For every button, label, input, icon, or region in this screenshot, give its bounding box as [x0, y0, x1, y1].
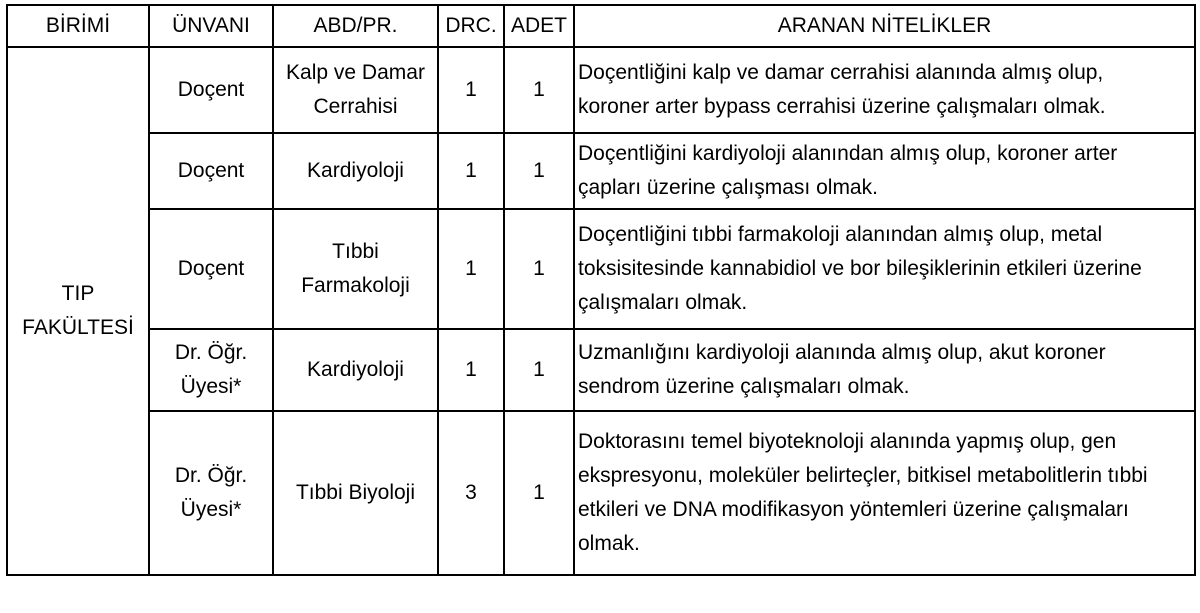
row-title: Dr. Öğr. Üyesi* [149, 411, 273, 575]
row-dept: Tıbbi Farmakoloji [273, 209, 438, 329]
table-row [7, 133, 1195, 209]
row-count: 1 [504, 209, 574, 329]
positions-table [6, 4, 1196, 576]
table-row [7, 329, 1195, 411]
header-qualifications: ARANAN NİTELİKLER [574, 5, 1195, 47]
row-title: Dr. Öğr. Üyesi* [149, 329, 273, 411]
row-count: 1 [504, 133, 574, 209]
row-title: Doçent [149, 133, 273, 209]
table-row [7, 411, 1195, 575]
row-qualifications: Doçentliğini tıbbi farmakoloji alanından almış olup, metal toksisitesinde kannabidiol ve bor bileşiklerinin etkileri üzerine çalışmaları olmak. [574, 209, 1195, 329]
row-degree: 3 [438, 411, 504, 575]
header-dept: ABD/PR. [273, 5, 438, 47]
row-qualifications: Uzmanlığını kardiyoloji alanında almış olup, akut koroner sendrom üzerine çalışmaları olmak. [574, 329, 1195, 411]
row-degree: 1 [438, 133, 504, 209]
table-row [7, 47, 1195, 133]
row-title: Doçent [149, 47, 273, 133]
row-dept: Kardiyoloji [273, 329, 438, 411]
row-qualifications: Doçentliğini kardiyoloji alanından almış olup, koroner arter çapları üzerine çalışması olmak. [574, 133, 1195, 209]
row-dept: Kardiyoloji [273, 133, 438, 209]
row-degree: 1 [438, 329, 504, 411]
row-title: Doçent [149, 209, 273, 329]
header-row [7, 5, 1195, 47]
row-count: 1 [504, 411, 574, 575]
row-degree: 1 [438, 209, 504, 329]
table-row [7, 209, 1195, 329]
positions-table-container [6, 4, 1196, 576]
header-degree: DRC. [438, 5, 504, 47]
header-title: ÜNVANI [149, 5, 273, 47]
header-unit: BİRİMİ [7, 5, 149, 47]
row-qualifications: Doçentliğini kalp ve damar cerrahisi alanında almış olup, koroner arter bypass cerrahisi üzerine çalışmaları olmak. [574, 47, 1195, 133]
row-dept: Kalp ve Damar Cerrahisi [273, 47, 438, 133]
row-qualifications: Doktorasını temel biyoteknoloji alanında yapmış olup, gen ekspresyonu, moleküler belirteçler, bitkisel metabolitlerin tıbbi etkileri ve DNA modifikasyon yöntemleri üzerine çalışmaları olmak. [574, 411, 1195, 575]
row-count: 1 [504, 329, 574, 411]
unit-name: TIP FAKÜLTESİ [7, 47, 149, 575]
row-count: 1 [504, 47, 574, 133]
row-dept: Tıbbi Biyoloji [273, 411, 438, 575]
row-degree: 1 [438, 47, 504, 133]
header-count: ADET [504, 5, 574, 47]
